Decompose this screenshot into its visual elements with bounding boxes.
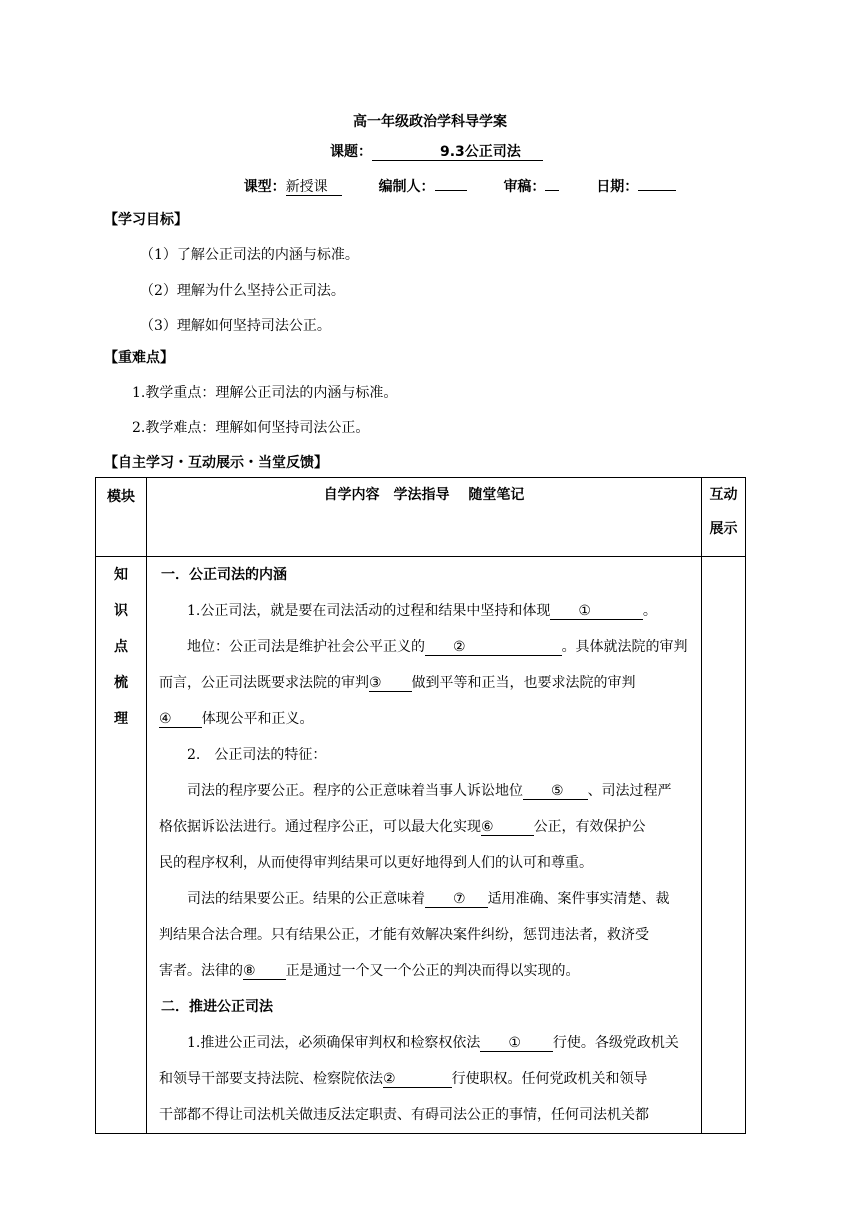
topic-line — [330, 141, 543, 161]
fill-blank[interactable]: ⑤ — [523, 784, 588, 800]
paragraph: 司法的程序要公正。程序的公正意味着当事人诉讼地位 ⑤ 、司法过程严 — [187, 783, 672, 799]
study-table — [95, 477, 746, 1134]
paragraph: 地位：公正司法是维护社会公平正义的 ② 。具体就法院的审判 — [187, 639, 688, 655]
paragraph: 格依据诉讼法进行。通过程序公正，可以最大化实现⑥ 公正，有效保护公 — [159, 819, 646, 835]
paragraph: 判结果合法合理。只有结果公正，才能有效解决案件纠纷，惩罚违法者，救济受 — [159, 927, 649, 943]
paragraph: 1.推进公正司法，必须确保审判权和检察权依法 ① 行使。各级党政机关 — [187, 1035, 679, 1051]
paragraph: ④ 体现公平和正义。 — [159, 711, 314, 727]
key-points-heading: 【重难点】 — [104, 350, 174, 366]
fill-blank[interactable]: ③ — [369, 676, 412, 692]
table-heading: 【自主学习・互动展示・当堂反馈】 — [104, 455, 328, 471]
paragraph: 1.公正司法，就是要在司法活动的过程和结果中坚持和体现 ① 。 — [187, 603, 657, 619]
section-heading: 二．推进公正司法 — [161, 999, 273, 1015]
date: 日期： — [596, 179, 676, 195]
editor: 编制人： — [379, 179, 467, 195]
topic-label: 课题： — [330, 144, 372, 160]
col-content-header: 自学内容 学法指导 随堂笔记 — [147, 478, 702, 557]
show-cell — [702, 557, 746, 1134]
topic-value: 9.3公正司法 — [372, 145, 543, 161]
paragraph: 司法的结果要公正。结果的公正意味着 ⑦ 适用准确、案件事实清楚、裁 — [187, 891, 670, 907]
key-point-item: 2.教学难点：理解如何坚持司法公正。 — [132, 420, 370, 436]
fill-blank[interactable]: ④ — [159, 712, 202, 728]
fill-blank[interactable]: ① — [550, 604, 643, 620]
fill-blank[interactable]: ② — [383, 1072, 452, 1088]
fill-blank[interactable]: ⑥ — [481, 820, 534, 836]
lesson-type: 课型：新授课 — [244, 179, 342, 195]
page-title: 高一年级政治学科导学案 — [353, 114, 507, 130]
paragraph: 害者。法律的⑧ 正是通过一个又一个公正的判决而得以实现的。 — [159, 963, 580, 979]
paragraph: 干部都不得让司法机关做违反法定职责、有碍司法公正的事情，任何司法机关都 — [159, 1107, 649, 1123]
key-point-item: 1.教学重点：理解公正司法的内涵与标准。 — [132, 385, 398, 401]
section-heading: 一．公正司法的内涵 — [161, 567, 287, 583]
objective-item: （2）理解为什么坚持公正司法。 — [140, 283, 345, 299]
reviewer: 审稿： — [503, 179, 559, 195]
paragraph: 2. 公正司法的特征： — [187, 747, 327, 763]
fill-blank[interactable]: ① — [480, 1036, 553, 1052]
paragraph: 和领导干部要支持法院、检察院依法② 行使职权。任何党政机关和领导 — [159, 1071, 648, 1087]
fill-blank[interactable]: ② — [425, 640, 562, 656]
col-module-header: 模块 — [96, 478, 147, 557]
objective-item: （1）了解公正司法的内涵与标准。 — [140, 247, 359, 263]
paragraph: 而言，公正司法既要求法院的审判③ 做到平等和正当，也要求法院的审判 — [159, 675, 636, 691]
col-show-header: 互动 展示 — [702, 478, 746, 557]
meta-line — [30, 176, 860, 196]
content-cell — [147, 557, 702, 1134]
fill-blank[interactable]: ⑧ — [243, 964, 286, 980]
paragraph: 民的程序权利，从而使得审判结果可以更好地得到人们的认可和尊重。 — [159, 855, 593, 871]
objective-item: （3）理解如何坚持司法公正。 — [140, 318, 331, 334]
objectives-heading: 【学习目标】 — [104, 212, 188, 228]
module-knowledge: 知 识 点 梳 理 — [96, 557, 147, 1134]
fill-blank[interactable]: ⑦ — [425, 892, 488, 908]
